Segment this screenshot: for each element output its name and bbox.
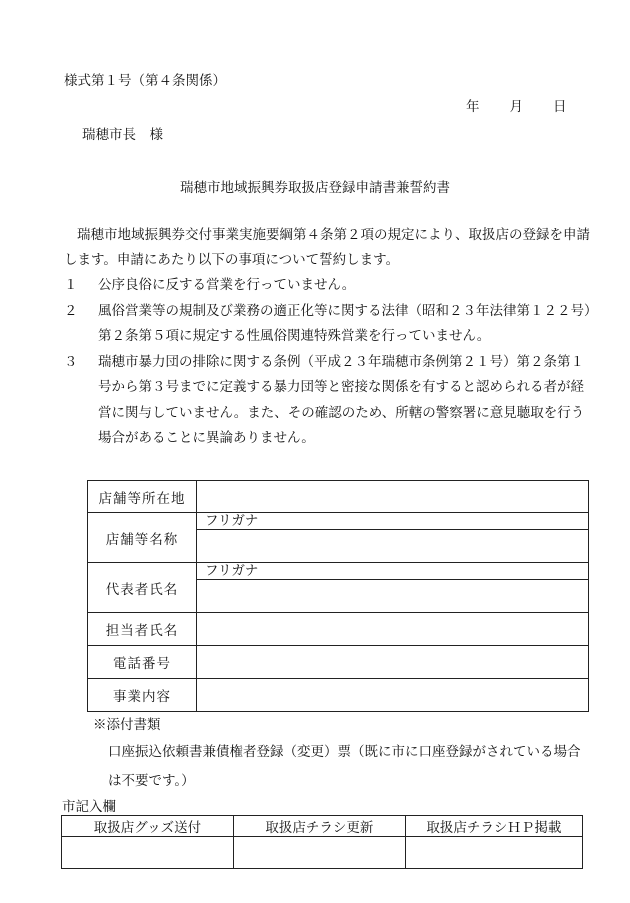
pledge-text: 公序良俗に反する営業を行っていません。: [98, 277, 356, 293]
city-column-header: 取扱店チラシ更新: [233, 816, 405, 837]
pledge-number: ２: [64, 302, 78, 319]
store-name-furigana-field[interactable]: [197, 513, 589, 530]
furigana-label: フリガナ: [205, 563, 259, 579]
city-flyer-web-cell[interactable]: [405, 837, 582, 869]
pledge-item: [64, 273, 594, 299]
pledge-number: １: [64, 277, 78, 293]
representative-field[interactable]: [197, 580, 589, 613]
date-line: [466, 95, 567, 115]
phone-field[interactable]: [197, 646, 589, 679]
contact-person-field[interactable]: [197, 613, 589, 646]
date-month: 月: [509, 99, 523, 115]
pledge-text: 風俗営業等の規制及び業務の適正化等に関する法律（昭和２３年法律第１２２号）第２条第５項に規定する性風俗関連特殊営業を行っていません。: [98, 302, 591, 344]
store-name-label: 店舗等名称: [88, 513, 197, 563]
representative-furigana-field[interactable]: [197, 563, 589, 580]
city-use-table: [61, 815, 583, 869]
furigana-label: フリガナ: [205, 513, 259, 529]
addressee: 瑞穂市長 様: [82, 127, 163, 143]
city-goods-cell[interactable]: [62, 837, 234, 869]
document-title: 瑞穂市地域振興券取扱店登録申請書兼誓約書: [180, 180, 450, 196]
applicant-info-table: [87, 480, 589, 712]
contact-person-label: 担当者氏名: [88, 613, 197, 646]
business-label: 事業内容: [88, 679, 197, 712]
location-field[interactable]: [197, 481, 589, 513]
city-column-header: 取扱店グッズ送付: [62, 816, 234, 837]
pledge-item: [64, 350, 594, 452]
pledge-number: ３: [64, 353, 78, 370]
city-flyer-update-cell[interactable]: [233, 837, 405, 869]
intro-paragraph: 瑞穂市地域振興券交付事業実施要綱第４条第２項の規定により、取扱店の登録を申請します。申請にあたり以下の事項について誓約します。: [64, 227, 590, 268]
attachments-body: 口座振込依頼書兼債権者登録（変更）票（既に市に口座登録がされている場合は不要です。）: [108, 744, 581, 789]
pledge-text: 瑞穂市暴力団の排除に関する条例（平成２３年瑞穂市条例第２１号）第２条第１号から第３号までに定義する暴力団等と密接な関係を有すると認められる者が経営に関与していません。また、その確認のため、所轄の警察署に意見聴取を行う場合があることに異論ありません。: [98, 353, 585, 446]
store-name-field[interactable]: [197, 530, 589, 563]
pledge-list: [64, 273, 594, 452]
phone-label: 電話番号: [88, 646, 197, 679]
attachments-heading: ※添付書類: [93, 717, 161, 733]
form-number: 様式第１号（第４条関係）: [64, 73, 226, 89]
location-label: 店舗等所在地: [88, 481, 197, 513]
pledge-item: [64, 299, 594, 350]
business-field[interactable]: [197, 679, 589, 712]
date-day: 日: [553, 99, 567, 115]
representative-label: 代表者氏名: [88, 563, 197, 613]
city-column-header: 取扱店チラシＨＰ掲載: [405, 816, 582, 837]
date-year: 年: [466, 99, 480, 115]
city-section-label: 市記入欄: [62, 799, 116, 815]
